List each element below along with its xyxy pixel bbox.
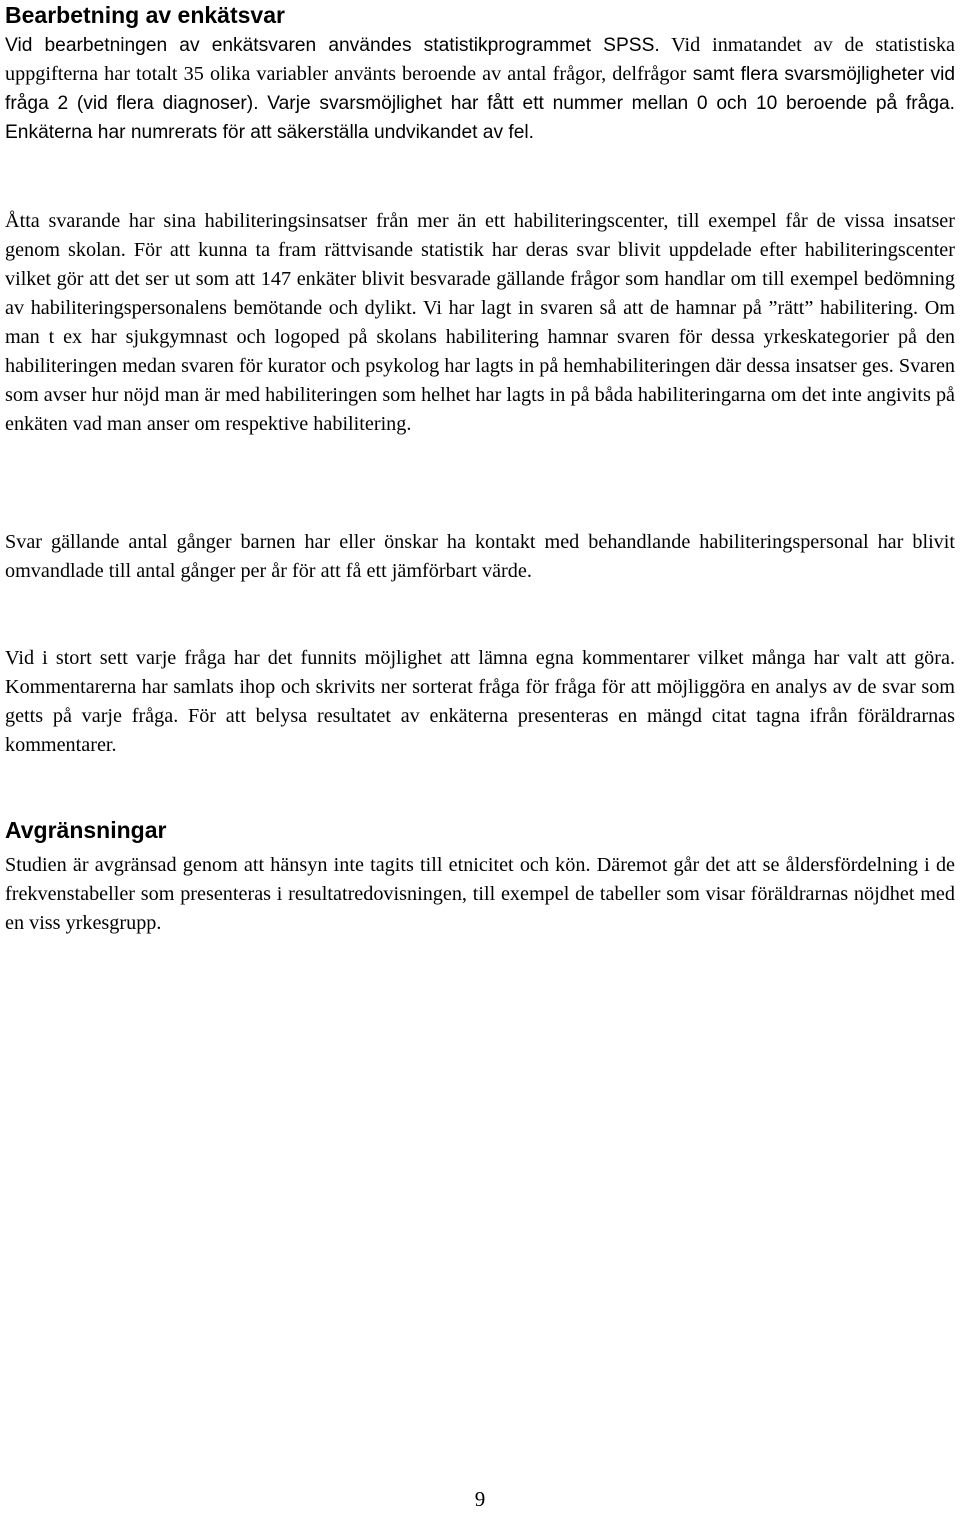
section-heading-bearbetning: Bearbetning av enkätsvar <box>5 2 285 28</box>
paragraph-spss-part3: samt flera svarsmöjligheter vid fråga 2 (vid flera diagnoser). Varje svarsmöjlighet har fått ett nummer mellan 0 och 10 beroende på fråga. Enkäterna har numrerats för att säkerställa undvikandet av fel. <box>5 64 956 143</box>
paragraph-atta-svarande: Åtta svarande har sina habiliteringsinsatser från mer än ett habiliteringscenter, till exempel får de vissa insatser genom skolan. För att kunna ta fram rättvisande statistik har deras svar blivit uppdelade efter habiliteringscenter vilket gör att det ser ut som att 147 enkäter blivit besvarade gällande frågor som handlar om till exempel bedömning av habiliteringspersonalens bemötande och dylikt. Vi har lagt in svaren så att de hamnar på ”rätt” habilitering. Om man t ex har sjukgymnast och logoped på skolans habilitering hamnar svaren för dessa yrkeskategorier på den habiliteringen medan svaren för kurator och psykolog har lagts in på hemhabiliteringen där dessa insatser ges. Svaren som avser hur nöjd man är med habiliteringen som helhet har lagts in på båda habiliteringarna om det inte angivits på enkäten vad man anser om respektive habilitering. <box>5 210 955 435</box>
paragraph-avgransningar: Studien är avgränsad genom att hänsyn inte tagits till etnicitet och kön. Däremot går det att se åldersfördelning i de frekvenstabeller som presenteras i resultatredovisningen, till exempel de tabeller som visar föräldrarnas nöjdhet med en viss yrkesgrupp. <box>5 854 955 934</box>
page-number: 9 <box>474 1487 486 1511</box>
paragraph-spss <box>5 31 955 147</box>
paragraph-kommentarer: Vid i stort sett varje fråga har det funnits möjlighet att lämna egna kommentarer vilket många har valt att göra. Kommentarerna har samlats ihop och skrivits ner sorterat fråga för fråga för att möjliggöra en analys av de svar som getts på varje fråga. För att belysa resultatet av enkäterna presenteras en mängd citat tagna ifrån föräldrarnas kommentarer. <box>5 647 955 756</box>
paragraph-svar-gallande: Svar gällande antal gånger barnen har eller önskar ha kontakt med behandlande habiliteringspersonal har blivit omvandlade till antal gånger per år för att få ett jämförbart värde. <box>5 531 955 582</box>
paragraph-spss-part1: Vid bearbetningen av enkätsvaren användes statistikprogrammet SPSS. <box>5 35 660 56</box>
section-heading-avgransningar: Avgränsningar <box>5 817 167 843</box>
paragraph-spss-part2: Vid inmatandet av de statistiska uppgifterna har totalt 35 olika variabler använts beroende av antal frågor, delfrågor <box>5 34 956 85</box>
